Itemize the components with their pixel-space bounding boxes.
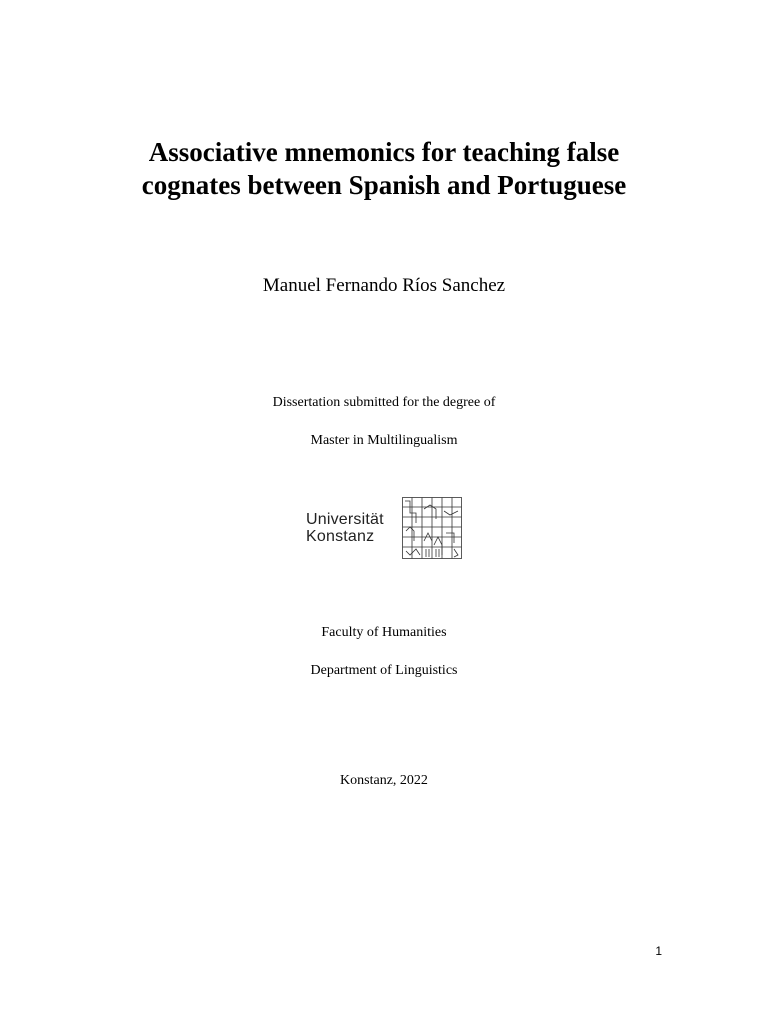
submission-statement: Dissertation submitted for the degree of xyxy=(272,395,496,410)
logo-line-1: Universität xyxy=(306,511,384,528)
page-number: 1 xyxy=(655,944,662,958)
title-line-2: cognates between Spanish and Portuguese xyxy=(141,170,627,200)
title-line-1: Associative mnemonics for teaching false xyxy=(148,137,620,167)
degree-name: Master in Multilingualism xyxy=(310,433,458,448)
author-name: Manuel Fernando Ríos Sanchez xyxy=(262,275,506,296)
university-logo-wordmark xyxy=(306,511,384,545)
university-logo xyxy=(292,497,464,561)
department-name: Department of Linguistics xyxy=(310,663,458,678)
university-emblem-icon xyxy=(402,497,462,559)
document-title xyxy=(0,136,768,202)
place-and-date: Konstanz, 2022 xyxy=(340,773,428,788)
faculty-name: Faculty of Humanities xyxy=(321,625,447,640)
logo-line-2: Konstanz xyxy=(306,528,375,545)
